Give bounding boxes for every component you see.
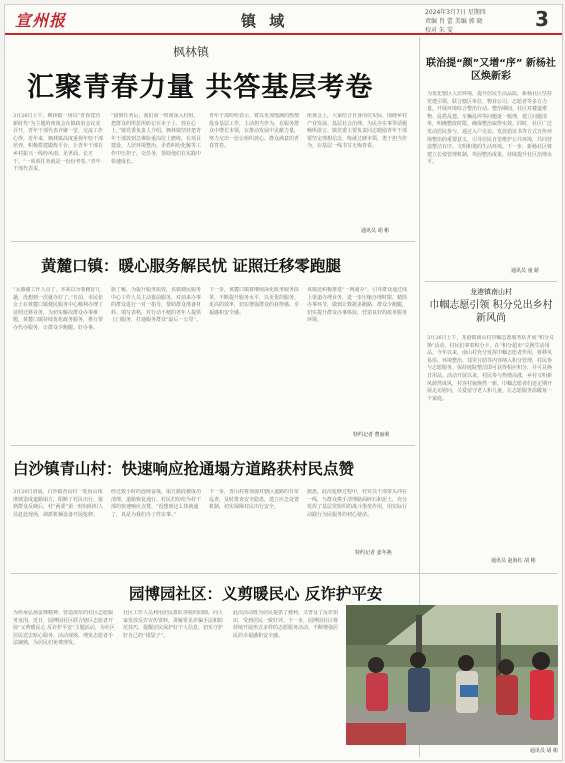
story2-text-col4: 该镇还积极推进“一网通办”，引导群众通过线上渠道办理业务，进一步压缩办理时限、精简办事环节，做到让数据多跑路、群众少跑腿，切实提升群众办事体验，营造良好的政务服务环境。 xyxy=(307,287,408,324)
lead-text-col2: “接到任务后，我们第一时间深入村组，把群众的所思所盼记在本子上、放在心上。”镇党委负责人介绍，枫林镇坚持把青年干部放到急难险重岗位上磨练，在项目建设、人居环境整治、矛盾纠纷化解等工作中压担子、交任务，帮助他们在实践中快速成长。 xyxy=(111,113,202,165)
divider-story2 xyxy=(11,445,415,446)
story2-headline: 黄麓口镇：暖心服务解民忧 证照迁移零跑腿 xyxy=(41,257,341,275)
lead-byline: 通讯员 胡 彬 xyxy=(361,228,390,234)
story2-byline: 特约记者 曹丽莉 xyxy=(353,432,390,438)
story3-text-col3: 下一步，青山村将加强对辖区道路的日常巡查，及时排查安全隐患，建立应急处置机制，切实保障村民出行安全。 xyxy=(209,489,300,511)
story4-text-col1: 为传承弘扬雷锋精神，营造浓厚的社区志愿服务氛围，近日，园博园社区联合辖区志愿者开展“义剪暖民心 反诈护平安”主题活动，为社区居民送去贴心服务。活动现场，理发志愿者手法娴熟，为居民们免费理发。 xyxy=(13,610,115,647)
edition-proofreader: 校对 朱 雯 xyxy=(425,27,453,34)
newspaper-page xyxy=(4,4,563,761)
story2-text-col3: 下一步，黄麓口镇将继续深化政务服务改革，不断提升服务水平，以更优的服务、更高的效率，切实增强群众的获得感、幸福感和安全感。 xyxy=(209,287,300,316)
lead-text-col4: 座谈会上，大家结合自身岗位实际，围绕乡村产业发展、基层社会治理、为民办实事等话题畅所欲言。镇党委主要负责同志勉励青年干部要坚定理想信念，练就过硬本领，勇于担当作为，在基层一线书写无悔青春。 xyxy=(307,113,408,150)
sidebar1-title: 联治提“颜”又增“序” 新杨社区焕新彩 xyxy=(426,58,556,82)
sidebar1-text: 为优化辖区人居环境，提升居民生活品质，新杨社区坚持党建引领，联合辖区单位、物业公司、志愿者等多方力量，开展环境综合整治行动。整治期间，社区对楼道堆物、乱搭乱建、车辆乱停等问题逐一梳理，建立问题清单，明确整改时限，确保整治取得实效。同时，社区广泛发动居民参与，通过入户走访、发放倡议书等方式宣传环境整治的重要意义，引导居民自觉维护公共环境，共同营造整洁有序、文明和谐的生活环境。下一步，新杨社区将建立长效管理机制，巩固整治成果，持续提升社区治理水平。 xyxy=(427,91,553,166)
lead-text-col1: 3月26日上午，枫林镇一场以“青春建功新时代”为主题的座谈会在镇政府会议室召开，青年干部代表齐聚一堂，交流工作心得。近年来，枫林镇高度重视年轻干部培养，积极搭建锻炼平台，让青年干部在乡村振兴一线经风雨、见世面、长才干。“一项项任务就是一份份考卷。”青年干部代表说。 xyxy=(13,113,104,173)
masthead xyxy=(5,5,562,35)
divider-lead xyxy=(11,241,415,242)
story4-headline: 园博园社区：义剪暖民心 反诈护平安 xyxy=(129,585,383,603)
divider-sidebar1 xyxy=(425,281,557,282)
story3-text-col2: 经过数小时的连续奋战，塌方路段被成功清理，道路恢复通行。村民们纷纷为村干部的快速响应点赞。“没想到这么快就通了，真是为我们办了件实事。” xyxy=(111,489,202,518)
newspaper-logo: 宣州报 xyxy=(15,11,67,30)
sidebar2-text: 3月26日上午，龙港镇南山村巾帼志愿服务队开展“积分兑换”活动，村民们拿着积分卡，在“积分超市”兑换生活用品。今年以来，南山村充分发挥巾帼志愿者作用，将移风易俗、环境整治、邻里互助等内容纳入积分管理，村民参与志愿服务、保持庭院整洁即可获得相应积分，并可兑换日用品。活动开展以来，村民参与热情高涨，乡村文明新风蔚然成风，村容村貌焕然一新。巾帼志愿者们还定期开展走访慰问，关爱留守老人和儿童，让志愿服务温暖每一个家庭。 xyxy=(427,335,555,402)
edition-date: 2024年3月7日 星期四 xyxy=(425,9,486,16)
story3-text-col1: 3月20日清晨，白沙镇青山村一处因山体滑坡造成道路塌方，阻断了村民出行。接到群众反映后，村“两委”第一时间组织人员赶赴现场，调派机械设备开展抢修。 xyxy=(13,489,104,518)
story4-text-col2: 社区工作人员利用居民排队等候的间隙，向大家发放反诈宣传资料，讲解常见诈骗手法和防范技巧，提醒居民保护好个人信息，切实守护好自己的“钱袋子”。 xyxy=(123,610,224,639)
divider-story3 xyxy=(11,573,557,574)
photo-caption: 通讯员 胡 彬 xyxy=(529,748,558,754)
sidebar1-byline: 通讯员 童 娇 xyxy=(511,268,540,274)
sidebar2-byline: 通讯员 赵海红 胡 彬 xyxy=(491,558,536,564)
edition-info xyxy=(425,8,533,35)
volunteer-haircut-photo xyxy=(346,605,558,745)
story3-byline: 特约记者 姜冬燕 xyxy=(355,550,392,556)
page-number: 3 xyxy=(535,7,549,31)
story4-photo xyxy=(346,605,558,745)
section-name: 镇 域 xyxy=(241,12,289,30)
lead-kicker: 枫林镇 xyxy=(173,45,210,59)
sidebar2-kicker: 龙港镇南山村 xyxy=(470,288,512,296)
lead-text-col3: 青年干部纷纷表示，将以更加饱满的热情投身基层工作，主动担当作为，在服务群众中增长本领，在推动发展中贡献力量，努力交出一份让组织放心、群众满意的青春答卷。 xyxy=(209,113,300,150)
story2-text-col2: 据了解，为提升服务质效，该镇便民服务中心工作人员主动靠前服务，对前来办事的群众进行一对一指导，帮助群众准备材料、填写表格，对行动不便的老年人提供上门服务，打通服务群众“最后一公里”。 xyxy=(111,287,202,324)
story3-headline: 白沙镇青山村：快速响应抢通塌方道路获村民点赞 xyxy=(13,460,355,478)
story4-text-col3: 此次活动既为居民提供了便利，又普及了反诈知识，受到居民一致好评。下一步，园博园社区将持续开展形式多样的志愿服务活动，不断增强居民的幸福感和安全感。 xyxy=(233,610,339,639)
sidebar2-title: 巾帼志愿引领 积分兑出乡村新风尚 xyxy=(429,300,553,324)
story2-text-col1: “太感谢工作人员了，本来以为要跑好几趟，没想到一次就办好了。”日前，市民张女士在黄麓口镇便民服务中心顺利办理了证照迁移业务。为切实解决群众办事难题，黄麓口镇持续优化政务服务，推行帮办代办服务，让群众少跑腿、好办事。 xyxy=(13,287,104,331)
lead-headline: 汇聚青春力量 共答基层考卷 xyxy=(27,72,374,103)
story3-text-col4: 据悉，此次抢修过程中，村党员干部带头冲在一线，与群众携手清理路面碎石和泥土，充分发挥了基层党组织的战斗堡垒作用，用实际行动践行为民服务的初心使命。 xyxy=(307,489,408,518)
edition-editors: 责编 肖 蕾 美编 郭 晓 xyxy=(425,18,483,25)
